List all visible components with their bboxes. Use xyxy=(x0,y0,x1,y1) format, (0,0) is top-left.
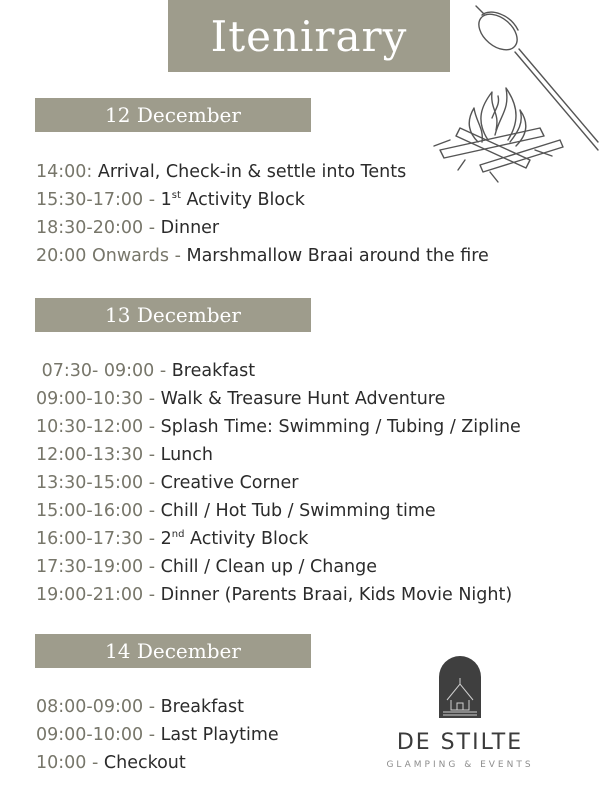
row-separator: - xyxy=(154,361,172,381)
row-separator: - xyxy=(143,389,161,409)
row-time: 20:00 Onwards xyxy=(36,246,170,266)
row-activity-superscript: nd xyxy=(171,529,185,541)
day-header xyxy=(35,298,311,332)
schedule-row xyxy=(36,385,521,413)
de-stilte-logo-icon xyxy=(437,654,483,720)
schedule-row xyxy=(36,525,521,553)
page-title: Itenirary xyxy=(210,11,408,61)
row-time: 15:00-16:00 xyxy=(36,501,144,521)
row-activity: Creative Corner xyxy=(160,473,299,493)
row-activity-superscript: st xyxy=(171,190,181,202)
row-activity: Dinner xyxy=(160,218,220,238)
row-separator: - xyxy=(143,725,161,745)
row-activity: Breakfast xyxy=(160,697,244,717)
schedule-row xyxy=(36,749,279,777)
schedule-list xyxy=(36,158,489,270)
logo-name: DE STILTE xyxy=(396,730,524,755)
schedule-list xyxy=(36,357,521,609)
row-activity: 2 xyxy=(160,529,172,549)
row-time: 16:00-17:30 xyxy=(36,529,144,549)
row-separator: - xyxy=(143,585,161,605)
page-title-banner xyxy=(168,0,450,72)
row-separator: - xyxy=(143,190,161,210)
row-separator: - xyxy=(143,501,161,521)
schedule-row xyxy=(36,242,489,270)
row-time: 10:00 xyxy=(36,753,87,773)
row-activity: Checkout xyxy=(103,753,186,773)
brand-logo xyxy=(380,650,540,780)
row-activity: Chill / Hot Tub / Swimming time xyxy=(160,501,436,521)
row-separator: - xyxy=(143,697,161,717)
row-time: 08:00-09:00 xyxy=(36,697,144,717)
day-header-label: 12 December xyxy=(105,103,241,127)
row-activity: Splash Time: Swimming / Tubing / Zipline xyxy=(160,417,521,437)
row-separator: - xyxy=(143,218,161,238)
schedule-row xyxy=(36,158,489,186)
schedule-row xyxy=(36,693,279,721)
row-activity-suffix: Activity Block xyxy=(184,529,309,549)
row-time: 07:30- 09:00 xyxy=(36,361,155,381)
row-activity: Arrival, Check-in & settle into Tents xyxy=(97,162,407,182)
logo-subtitle: GLAMPING & EVENTS xyxy=(386,760,534,770)
schedule-row xyxy=(36,186,489,214)
row-separator: - xyxy=(143,473,161,493)
row-time: 14:00: xyxy=(36,162,93,182)
schedule-row xyxy=(36,553,521,581)
row-time: 18:30-20:00 xyxy=(36,218,144,238)
row-separator: - xyxy=(143,445,161,465)
schedule-row xyxy=(36,469,521,497)
schedule-list xyxy=(36,693,279,777)
row-time: 13:30-15:00 xyxy=(36,473,144,493)
day-header xyxy=(35,634,311,668)
row-separator: - xyxy=(143,417,161,437)
schedule-row xyxy=(36,721,279,749)
row-activity: 1 xyxy=(160,190,172,210)
row-time: 19:00-21:00 xyxy=(36,585,144,605)
row-activity: Chill / Clean up / Change xyxy=(160,557,378,577)
row-activity-suffix: Activity Block xyxy=(180,190,305,210)
row-time: 15:30-17:00 xyxy=(36,190,144,210)
row-separator: - xyxy=(143,529,161,549)
row-activity: Walk & Treasure Hunt Adventure xyxy=(160,389,446,409)
row-time: 09:00-10:30 xyxy=(36,389,144,409)
schedule-row xyxy=(36,357,521,385)
day-header-label: 13 December xyxy=(105,303,241,327)
row-time: 17:30-19:00 xyxy=(36,557,144,577)
row-time: 09:00-10:00 xyxy=(36,725,144,745)
row-activity: Last Playtime xyxy=(160,725,279,745)
row-time: 10:30-12:00 xyxy=(36,417,144,437)
row-separator: - xyxy=(86,753,104,773)
row-time: 12:00-13:30 xyxy=(36,445,144,465)
schedule-row xyxy=(36,214,489,242)
day-header-label: 14 December xyxy=(105,639,241,663)
row-activity: Marshmallow Braai around the fire xyxy=(186,246,489,266)
schedule-row xyxy=(36,497,521,525)
row-activity: Lunch xyxy=(160,445,213,465)
schedule-row xyxy=(36,441,521,469)
row-activity: Breakfast xyxy=(171,361,256,381)
day-header xyxy=(35,98,311,132)
row-separator: - xyxy=(169,246,187,266)
schedule-row xyxy=(36,413,521,441)
schedule-row xyxy=(36,581,521,609)
row-separator: - xyxy=(143,557,161,577)
row-activity: Dinner (Parents Braai, Kids Movie Night) xyxy=(160,585,513,605)
